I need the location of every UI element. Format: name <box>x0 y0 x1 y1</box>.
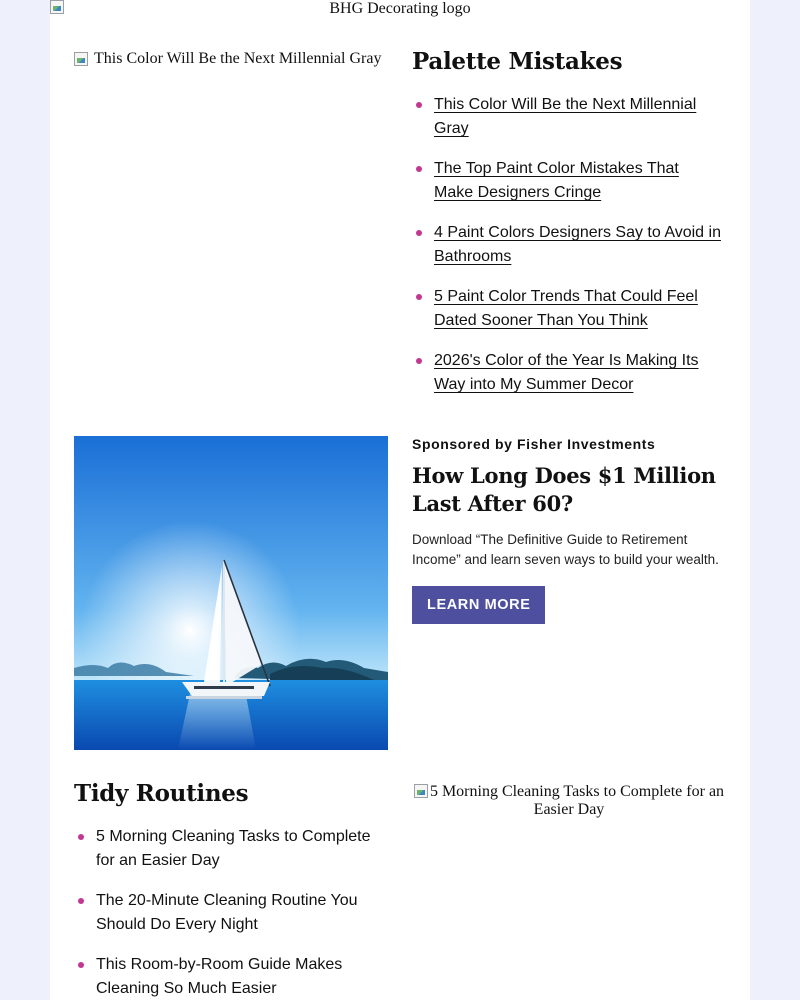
palette-article-link[interactable]: The Top Paint Color Mistakes That Make Designers Cringe <box>434 160 679 201</box>
tidy-article-link[interactable]: The 20-Minute Cleaning Routine You Should Do Every Night <box>96 892 358 933</box>
learn-more-button[interactable]: LEARN MORE <box>412 586 545 624</box>
palette-article-link[interactable]: 4 Paint Colors Designers Say to Avoid in Bathrooms <box>434 224 721 265</box>
logo-alt-text: BHG Decorating logo <box>329 0 471 17</box>
tidy-section <box>74 780 390 1000</box>
sponsored-section <box>412 436 722 624</box>
sailboat-illustration <box>74 436 388 750</box>
palette-article-link[interactable]: 5 Paint Color Trends That Could Feel Dated Sooner Than You Think <box>434 288 698 329</box>
list-item <box>412 157 722 205</box>
tidy-article-image[interactable] <box>412 782 726 819</box>
sponsor-headline[interactable]: How Long Does $1 Million Last After 60? <box>412 463 716 516</box>
list-item <box>412 221 722 269</box>
palette-article-link[interactable]: 2026's Color of the Year Is Making Its Way into My Summer Decor <box>434 352 699 393</box>
palette-image-alt-text: This Color Will Be the Next Millennial Gray <box>94 50 382 67</box>
broken-image-icon <box>74 52 88 66</box>
broken-image-icon <box>50 0 64 14</box>
list-item <box>74 889 390 937</box>
palette-article-link[interactable]: This Color Will Be the Next Millennial Gray <box>434 96 697 137</box>
brand-logo[interactable] <box>50 0 750 20</box>
list-item <box>412 349 722 397</box>
palette-section <box>412 48 722 413</box>
sponsor-sailboat-image[interactable] <box>74 436 388 750</box>
list-item <box>74 953 390 1000</box>
email-body <box>50 0 750 1000</box>
tidy-article-list <box>74 825 390 1000</box>
palette-article-image[interactable] <box>74 50 390 68</box>
tidy-article-link[interactable]: 5 Morning Cleaning Tasks to Complete for an Easier Day <box>96 828 371 869</box>
list-item <box>412 93 722 141</box>
tidy-image-alt-text <box>412 782 726 819</box>
tidy-article-link[interactable]: This Room-by-Room Guide Makes Cleaning So Much Easier <box>96 956 343 997</box>
sponsor-label: Sponsored by Fisher Investments <box>412 436 656 452</box>
tidy-section-title: Tidy Routines <box>74 780 249 807</box>
list-item <box>412 285 722 333</box>
sponsor-description: Download “The Definitive Guide to Retirement Income” and learn seven ways to build your wealth. <box>412 532 719 567</box>
broken-image-icon <box>414 784 428 798</box>
tidy-image-alt-label: 5 Morning Cleaning Tasks to Complete for an Easier Day <box>429 783 725 818</box>
list-item <box>74 825 390 873</box>
palette-section-title: Palette Mistakes <box>412 48 623 75</box>
palette-article-list <box>412 93 722 397</box>
